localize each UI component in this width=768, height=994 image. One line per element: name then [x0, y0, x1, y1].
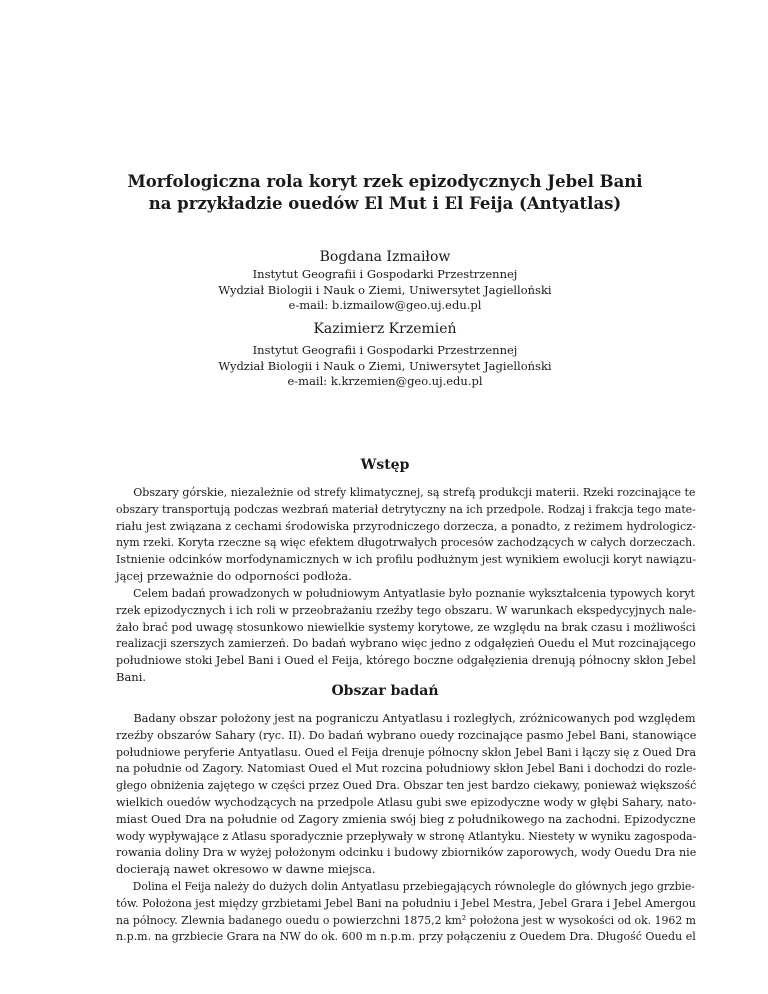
- text-line: południowe stoki Jebel Bani i Oued el Feija, którego boczne odgałęzienia drenują północny skłon Jebel: [116, 653, 696, 668]
- text-line: realizacji szerszych zamierzeń. Do badań wybrano więc jedno z odgałęzień Ouedu el Mut rozcinającego: [116, 636, 696, 651]
- text-line: Celem badań prowadzonych w południowym Antyatlasie było poznanie wykształcenia typowych koryt: [133, 586, 695, 600]
- text-line: docierają nawet okresowo w dawne miejsca.: [116, 862, 376, 877]
- faculty-2: Wydział Biologii i Nauk o Ziemi, Uniwersytet Jagielloński: [218, 358, 552, 373]
- text-line: Badany obszar położony jest na pograniczu Antyatlasu i rozległych, zróżnicowanych pod względem: [133, 711, 696, 725]
- faculty-1: Wydział Biologii i Nauk o Ziemi, Uniwersytet Jagielloński: [218, 282, 552, 297]
- text-line: na południe od Zagory. Natomiast Oued el Mut rozcina południowy skłon Jebel Bani i dochodzi do rozle-: [116, 761, 697, 776]
- institute-2: Instytut Geografii i Gospodarki Przestrzennej: [252, 343, 518, 357]
- email-2: e-mail: k.krzemien@geo.uj.edu.pl: [287, 374, 483, 388]
- text-line: Bani.: [116, 669, 147, 684]
- text-line: południowe peryferie Antyatlasu. Oued el Feija drenuje północny skłon Jebel Bani i łączy się z Oued Dra: [116, 744, 697, 759]
- text-line: riału jest związana z cechami środowiska przyrodniczego dorzecza, a ponadto, z reżimem hydrologicz-: [116, 518, 696, 533]
- author-affiliation-1: [116, 267, 654, 314]
- paper-title: [116, 171, 654, 215]
- author-affiliation-2: [116, 343, 654, 390]
- text-line: żało brać pod uwagę stosunkowo niewielkie systemy korytowe, ze względu na brak czasu i możliwości: [116, 619, 696, 634]
- text-line: rzek epizodycznych i ich roli w przeobrażaniu rzeźby tego obszaru. W warunkach ekspedycyjnych nale-: [116, 602, 697, 617]
- text-line: wielkich ouedów wychodzących na przedpole Atlasu gubi swe epizodyczne wody w głębi Sahary, nato-: [116, 794, 697, 809]
- author-name-2: Kazimierz Krzemień: [313, 321, 457, 337]
- intro-paragraph-1: [116, 484, 696, 585]
- text-line: tów. Położona jest między grzbietami Jebel Bani na południu i Jebel Mestra, Jebel Grara i Jebel Amergou: [116, 895, 696, 910]
- text-line: na północy. Zlewnia badanego ouedu o powierzchni 1875,2 km² położona jest w wysokości od ok. 1962 m: [116, 912, 696, 927]
- text-line: Obszary górskie, niezależnie od strefy klimatycznej, są strefą produkcji materii. Rzeki rozcinające te: [133, 485, 696, 499]
- text-line: wody wypływające z Atlasu sporadycznie przepływały w stronę Atlantyku. Niestety w wyniku zagospoda-: [116, 828, 697, 843]
- text-line: Istnienie odcinków morfodynamicznych w ich profilu podłużnym jest wynikiem ewolucji koryt nawiązu-: [116, 552, 697, 567]
- area-paragraph-1: [116, 710, 696, 878]
- text-line: rzeźby obszarów Sahary (ryc. II). Do badań wybrano ouedy rozcinające pasmo Jebel Bani, stanowiące: [116, 727, 697, 742]
- institute-1: Instytut Geografii i Gospodarki Przestrzennej: [252, 267, 518, 281]
- text-line: rowania doliny Dra w wyżej położonym odcinku i budowy zbiorników zaporowych, wody Ouedu Dra nie: [116, 845, 697, 860]
- title-line-1: Morfologiczna rola koryt rzek epizodycznych Jebel Bani: [127, 172, 643, 191]
- text-line: głego obniżenia zajętego w części przez Oued Dra. Obszar ten jest bardzo ciekawy, ponieważ większość: [116, 778, 697, 793]
- text-line: jącej przeważnie do odporności podłoża.: [116, 568, 352, 583]
- title-line-2: na przykładzie ouedów El Mut i El Feija (Antyatlas): [148, 194, 622, 213]
- section-heading-intro: Wstęp: [360, 457, 410, 473]
- text-line: Dolina el Feija należy do dużych dolin Antyatlasu przebiegających równolegle do głównych jego grzbie-: [132, 879, 695, 893]
- author-name-1: Bogdana Izmaiłow: [319, 249, 451, 265]
- text-line: nym rzeki. Koryta rzeczne są więc efektem długotrwałych procesów zachodzących w całych dorzeczach.: [116, 535, 696, 550]
- email-1: e-mail: b.izmailow@geo.uj.edu.pl: [288, 298, 482, 312]
- text-line: miast Oued Dra na południe od Zagory zmienia swój bieg z południkowego na zachodni. Epizodyczne: [116, 811, 696, 826]
- intro-paragraph-2: [116, 585, 696, 686]
- area-paragraph-2: [116, 878, 696, 945]
- text-line: obszary transportują podczas wezbrań materiał detrytyczny na ich przedpole. Rodzaj i frakcja tego mate-: [116, 501, 696, 516]
- text-line: n.p.m. na grzbiecie Grara na NW do ok. 600 m n.p.m. przy połączeniu z Ouedem Dra. Długość Ouedu el: [116, 929, 696, 944]
- section-heading-area: Obszar badań: [331, 683, 439, 699]
